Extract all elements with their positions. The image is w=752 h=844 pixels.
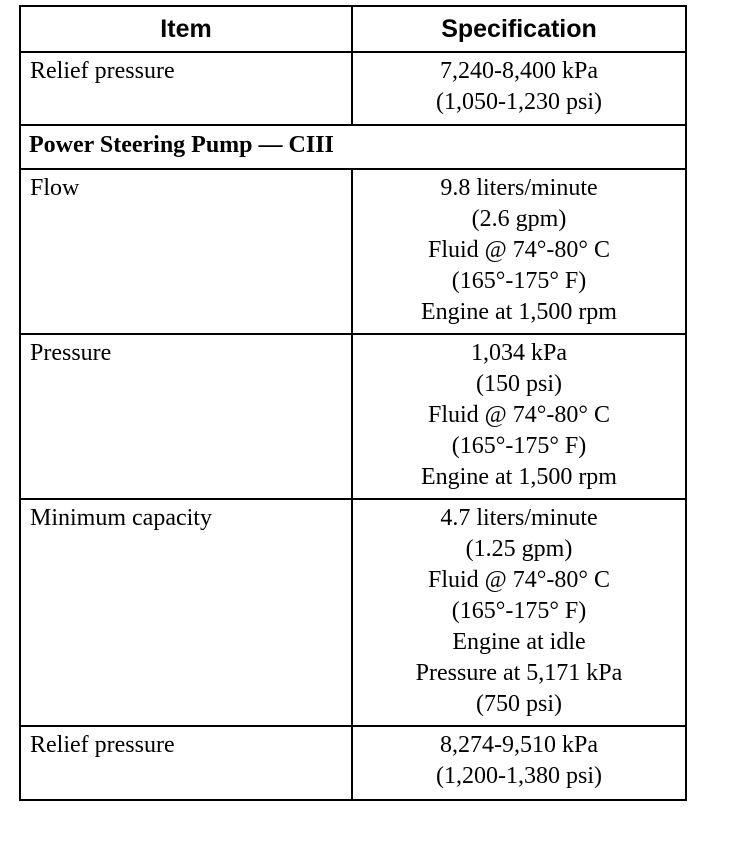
spec-line: Engine at 1,500 rpm: [421, 464, 617, 490]
spec-line: (2.6 gpm): [471, 206, 567, 232]
item-cell: Relief pressure: [20, 726, 352, 800]
spec-line: Fluid @ 74°-80° C: [428, 237, 610, 263]
section-heading: Power Steering Pump — CIII: [20, 125, 686, 169]
spec-line: Engine at idle: [452, 629, 586, 655]
spec-line: Engine at 1,500 rpm: [421, 299, 617, 325]
spec-line: (165°-175° F): [451, 598, 587, 624]
spec-line: Fluid @ 74°-80° C: [428, 402, 610, 428]
item-cell: Minimum capacity: [20, 499, 352, 726]
item-cell: Pressure: [20, 334, 352, 499]
specification-table: [19, 5, 687, 801]
spec-line: (1.25 gpm): [465, 536, 573, 562]
spec-line: Fluid @ 74°-80° C: [428, 567, 610, 593]
table-row: [20, 499, 686, 726]
spec-cell: [352, 169, 686, 334]
table-row: [20, 726, 686, 800]
spec-line: (1,200-1,380 psi): [436, 763, 602, 789]
spec-line: (750 psi): [476, 691, 562, 717]
spec-line: (165°-175° F): [451, 433, 587, 459]
header-row: [20, 6, 686, 52]
spec-line: 1,034 kPa: [471, 340, 567, 366]
spec-line: 7,240-8,400 kPa: [440, 58, 598, 84]
section-row: [20, 125, 686, 169]
spec-cell: [352, 726, 686, 800]
table-row: [20, 52, 686, 125]
spec-line: Pressure at 5,171 kPa: [415, 660, 623, 686]
table-row: [20, 169, 686, 334]
item-cell: Flow: [20, 169, 352, 334]
column-header-item: Item: [20, 6, 352, 52]
spec-line: (165°-175° F): [451, 268, 587, 294]
column-header-specification: Specification: [352, 6, 686, 52]
spec-cell: [352, 334, 686, 499]
spec-cell: [352, 499, 686, 726]
table-row: [20, 334, 686, 499]
spec-cell: [352, 52, 686, 125]
item-cell: Relief pressure: [20, 52, 352, 125]
spec-line: 8,274-9,510 kPa: [440, 732, 598, 758]
spec-line: (1,050-1,230 psi): [436, 89, 602, 115]
spec-line: (150 psi): [476, 371, 562, 397]
spec-line: 4.7 liters/minute: [440, 505, 598, 531]
spec-line: 9.8 liters/minute: [440, 175, 598, 201]
